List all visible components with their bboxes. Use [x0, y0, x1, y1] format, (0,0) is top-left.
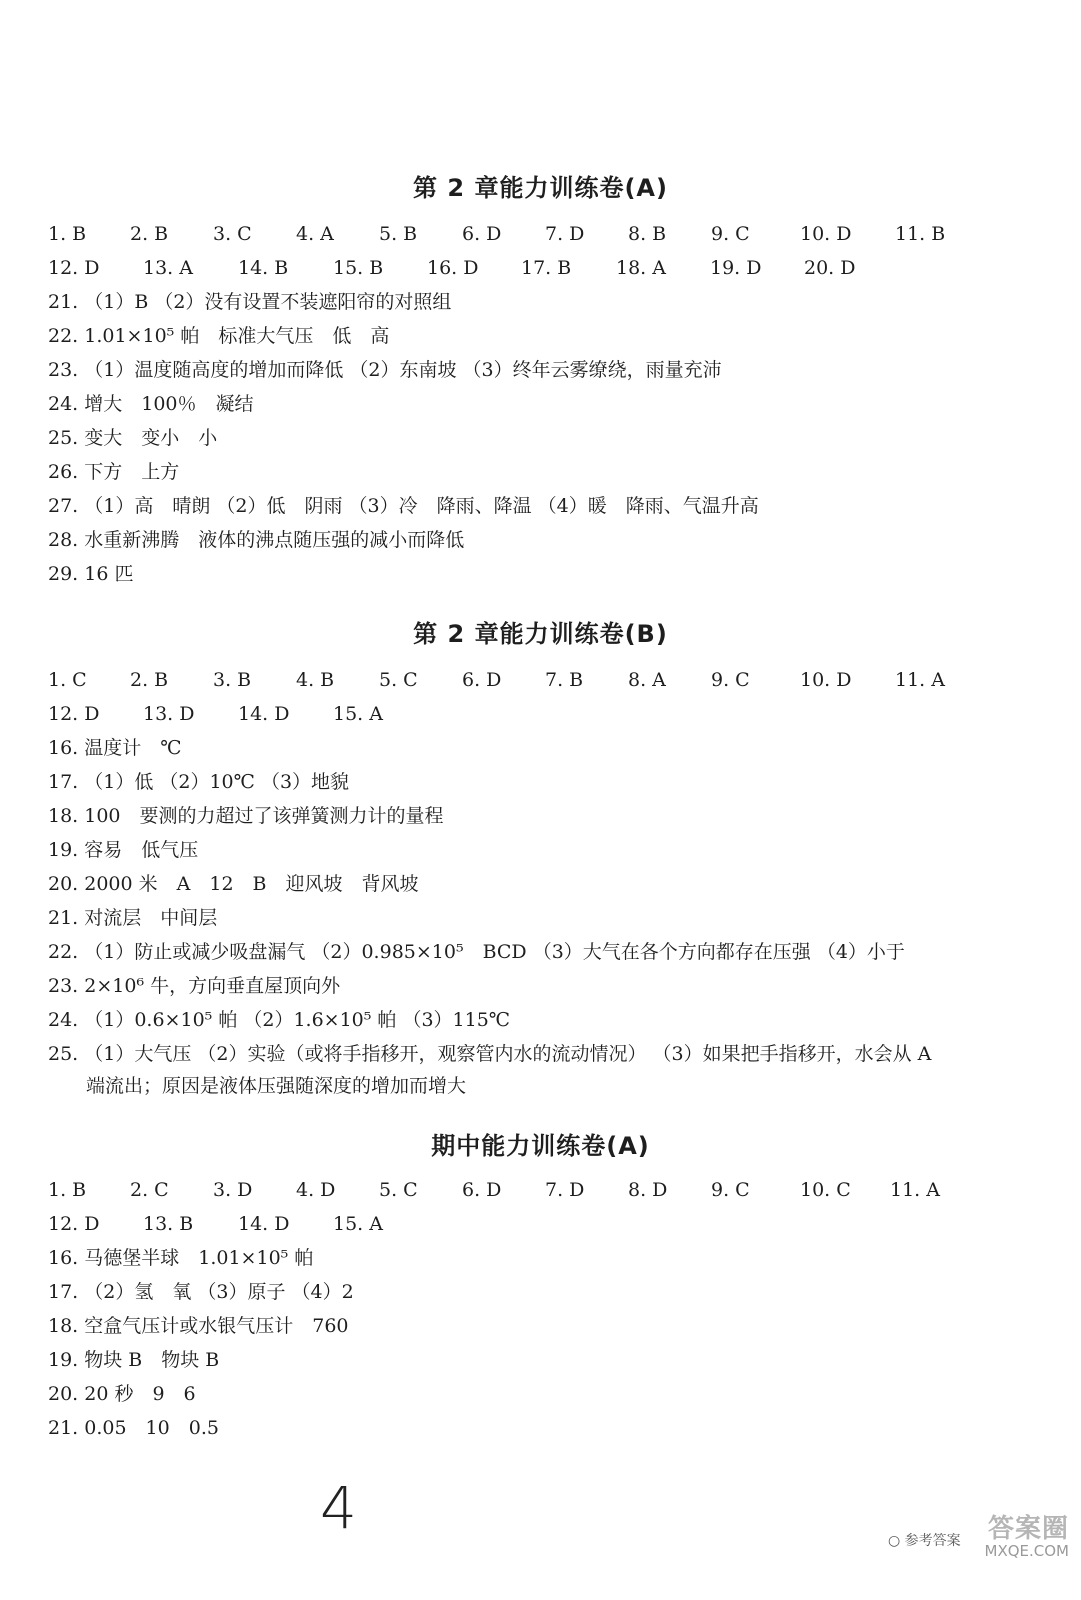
mc-answers-row — [48, 222, 1048, 246]
answer-key-icon: ○ — [888, 1533, 901, 1549]
mc-answer: 13. A — [143, 257, 193, 279]
mc-answers-row — [48, 256, 1048, 280]
mc-answer: 2. B — [130, 223, 169, 245]
answer-line: 16. 马德堡半球 1.01×10⁵ 帕 — [48, 1247, 314, 1269]
mc-answer: 6. D — [462, 223, 502, 245]
mc-answer: 11. A — [890, 1179, 940, 1201]
mc-answer: 4. A — [296, 223, 334, 245]
mc-answer: 9. C — [711, 223, 750, 245]
answer-line: 20. 20 秒 9 6 — [48, 1383, 196, 1405]
mc-answer: 2. B — [130, 669, 169, 691]
answer-line: 20. 2000 米 A 12 B 迎风坡 背风坡 — [48, 873, 419, 895]
mc-answer: 15. B — [333, 257, 384, 279]
answer-line-continuation: 端流出；原因是液体压强随深度的增加而增大 — [86, 1075, 467, 1097]
mc-answer: 13. B — [143, 1213, 194, 1235]
mc-answer: 9. C — [711, 669, 750, 691]
mc-answer: 3. C — [213, 223, 252, 245]
mc-answer: 3. B — [213, 669, 252, 691]
answer-line: 25. （1）大气压 （2）实验（或将手指移开，观察管内水的流动情况） （3）如果把手指移开，水会从 A — [48, 1043, 932, 1065]
mc-answer: 11. B — [895, 223, 946, 245]
answer-line: 22. 1.01×10⁵ 帕 标准大气压 低 高 — [48, 325, 390, 347]
answer-line: 21. 0.05 10 0.5 — [48, 1417, 219, 1439]
answer-line: 19. 物块 B 物块 B — [48, 1349, 220, 1371]
answer-line: 17. （1）低 （2）10℃ （3）地貌 — [48, 771, 350, 793]
answer-line: 24. 增大 100％ 凝结 — [48, 393, 254, 415]
mc-answer: 18. A — [616, 257, 666, 279]
mc-answer: 2. C — [130, 1179, 169, 1201]
answer-line: 18. 100 要测的力超过了该弹簧测力计的量程 — [48, 805, 444, 827]
mc-answer: 7. D — [545, 223, 585, 245]
mc-answer: 8. D — [628, 1179, 668, 1201]
footer-label — [888, 1530, 961, 1550]
mc-answer: 15. A — [333, 1213, 383, 1235]
handwritten-page-number: 4 — [320, 1474, 357, 1542]
mc-answer: 12. D — [48, 1213, 100, 1235]
watermark — [984, 1514, 1070, 1562]
section-title-a: 第 2 章能力训练卷(A) — [413, 174, 668, 202]
answer-line: 23. 2×10⁶ 牛，方向垂直屋顶向外 — [48, 975, 341, 997]
answer-line: 21. （1）B （2）没有设置不装遮阳帘的对照组 — [48, 291, 452, 313]
mc-answer: 7. B — [545, 669, 584, 691]
mc-answer: 16. D — [427, 257, 479, 279]
answer-line: 29. 16 匹 — [48, 563, 134, 585]
answer-line: 25. 变大 变小 小 — [48, 427, 218, 449]
mc-answer: 17. B — [521, 257, 572, 279]
mc-answer: 1. B — [48, 223, 87, 245]
answer-line: 27. （1）高 晴朗 （2）低 阴雨 （3）冷 降雨、降温 （4）暖 降雨、气温升高 — [48, 495, 759, 517]
mc-answer: 8. A — [628, 669, 666, 691]
mc-answer: 1. C — [48, 669, 87, 691]
footer-label-text: 参考答案 — [904, 1533, 961, 1549]
mc-answer: 5. C — [379, 669, 418, 691]
mc-answer: 7. D — [545, 1179, 585, 1201]
mc-answer: 8. B — [628, 223, 667, 245]
mc-answer: 12. D — [48, 257, 100, 279]
mc-answer: 14. D — [238, 703, 290, 725]
mc-answer: 12. D — [48, 703, 100, 725]
answer-line: 21. 对流层 中间层 — [48, 907, 218, 929]
answer-line: 28. 水重新沸腾 液体的沸点随压强的减小而降低 — [48, 529, 465, 551]
answer-line: 16. 温度计 ℃ — [48, 737, 182, 759]
mc-answer: 5. B — [379, 223, 418, 245]
mc-answer: 6. D — [462, 1179, 502, 1201]
answer-line: 22. （1）防止或减少吸盘漏气 （2）0.985×10⁵ BCD （3）大气在各个方向都存在压强 （4）小于 — [48, 941, 905, 963]
mc-answer: 10. D — [800, 223, 852, 245]
mc-answer: 19. D — [710, 257, 762, 279]
mc-answer: 10. C — [800, 1179, 851, 1201]
mc-answer: 1. B — [48, 1179, 87, 1201]
answer-line: 17. （2）氢 氧 （3）原子 （4）2 — [48, 1281, 354, 1303]
mc-answer: 14. D — [238, 1213, 290, 1235]
mc-answer: 20. D — [804, 257, 856, 279]
mc-answers-row — [48, 1178, 1048, 1202]
mc-answer: 11. A — [895, 669, 945, 691]
mc-answer: 10. D — [800, 669, 852, 691]
mc-answer: 3. D — [213, 1179, 253, 1201]
section-title-midterm: 期中能力训练卷(A) — [431, 1132, 650, 1160]
mc-answer: 4. D — [296, 1179, 336, 1201]
mc-answer: 5. C — [379, 1179, 418, 1201]
answer-line: 26. 下方 上方 — [48, 461, 180, 483]
mc-answer: 13. D — [143, 703, 195, 725]
mc-answers-row — [48, 702, 1048, 726]
mc-answer: 14. B — [238, 257, 289, 279]
section-title-b: 第 2 章能力训练卷(B) — [413, 620, 668, 648]
watermark-url: MXQE.COM — [984, 1542, 1069, 1560]
watermark-logo: 答案圈 — [987, 1514, 1069, 1544]
mc-answer: 15. A — [333, 703, 383, 725]
mc-answers-row — [48, 668, 1048, 692]
answer-line: 19. 容易 低气压 — [48, 839, 199, 861]
answer-line: 18. 空盒气压计或水银气压计 760 — [48, 1315, 349, 1337]
mc-answer: 4. B — [296, 669, 335, 691]
answer-line: 23. （1）温度随高度的增加而降低 （2）东南坡 （3）终年云雾缭绕，雨量充沛 — [48, 359, 722, 381]
mc-answers-row — [48, 1212, 1048, 1236]
mc-answer: 6. D — [462, 669, 502, 691]
mc-answer: 9. C — [711, 1179, 750, 1201]
answer-line: 24. （1）0.6×10⁵ 帕 （2）1.6×10⁵ 帕 （3）115℃ — [48, 1009, 511, 1031]
